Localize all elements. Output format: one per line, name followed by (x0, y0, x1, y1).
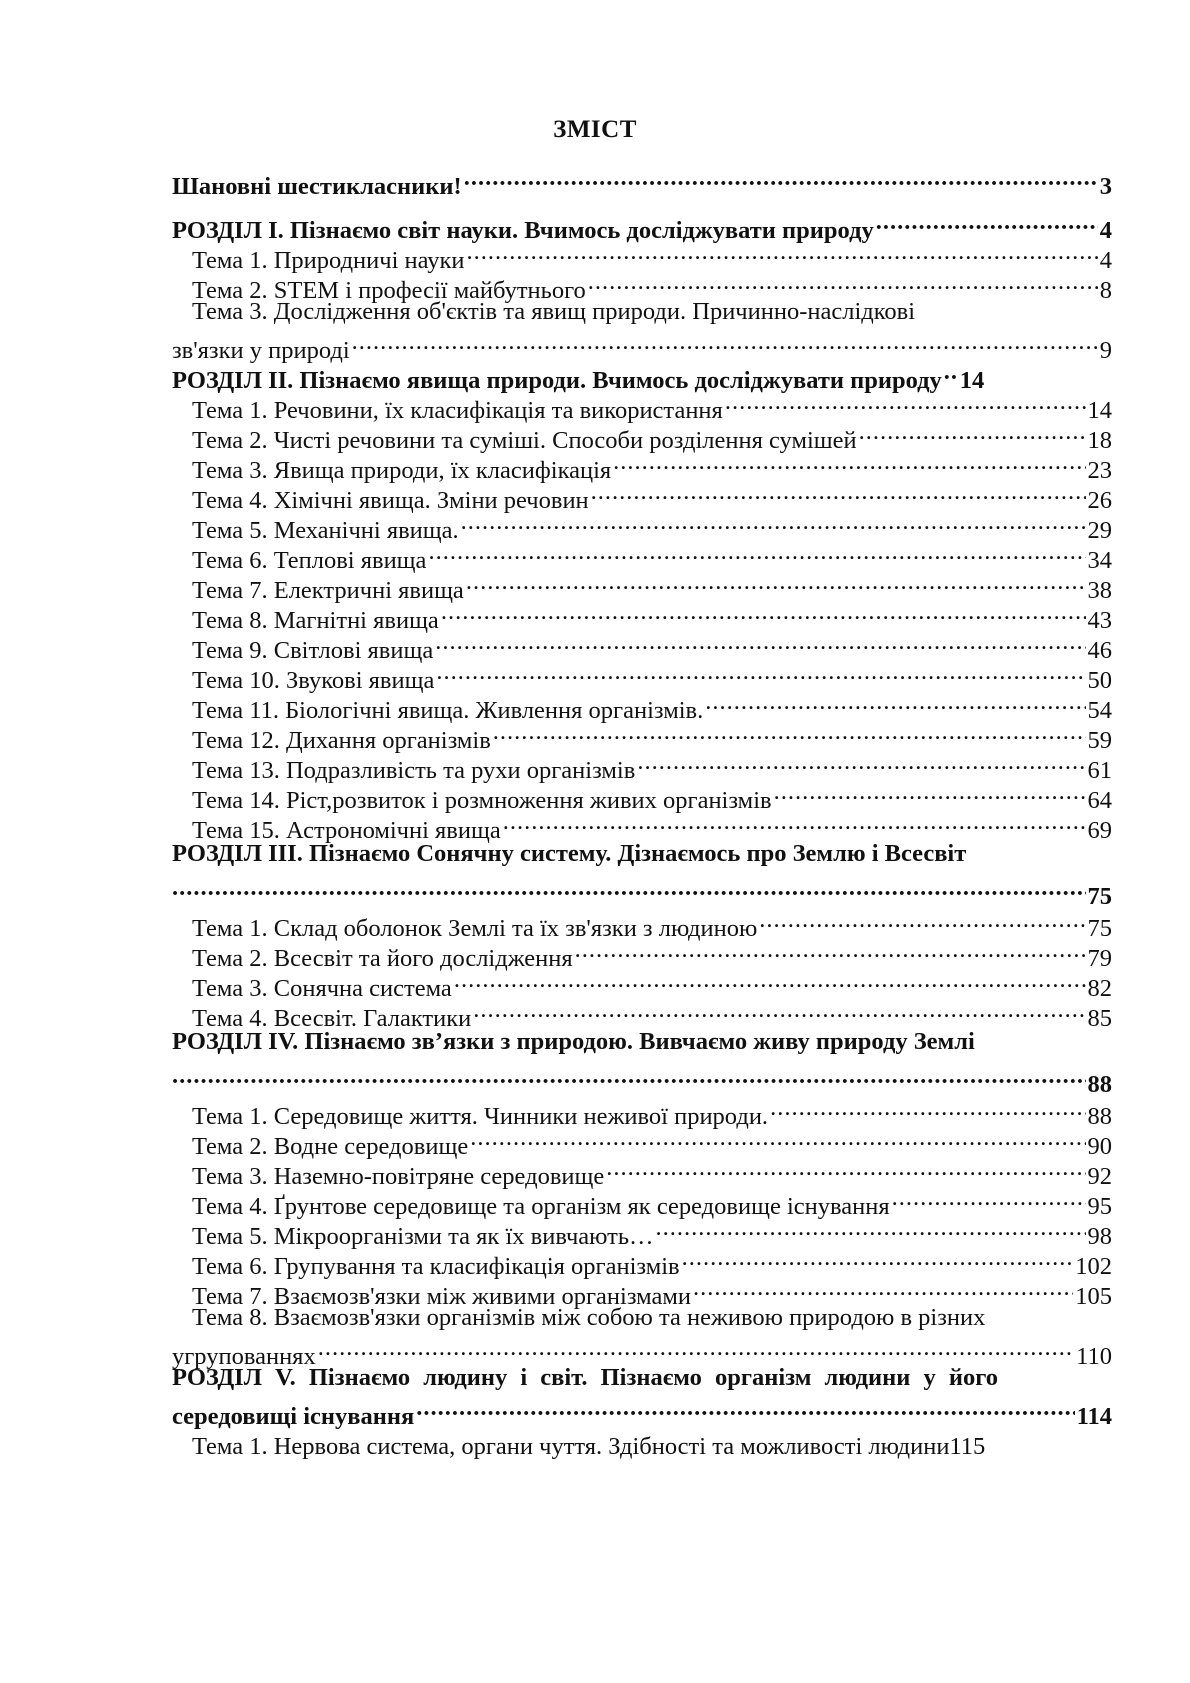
toc-topic-line1[interactable]: Тема 3. Дослідження об'єктів та явищ природи. Причинно-наслідкові (192, 298, 916, 325)
toc-topic[interactable] (172, 1152, 1112, 1190)
dot-leader (464, 162, 1098, 194)
toc-page-number: 75 (1087, 883, 1112, 910)
toc-page-number: 64 (1087, 787, 1112, 814)
dot-leader (172, 1060, 1086, 1092)
toc-topic[interactable] (172, 716, 1112, 754)
dot-leader (470, 1122, 1085, 1154)
dot-leader (441, 596, 1086, 628)
dot-leader (774, 776, 1086, 808)
toc-topic[interactable] (172, 776, 1112, 814)
toc-topic[interactable] (172, 536, 1112, 574)
toc-topic[interactable] (172, 626, 1112, 664)
dot-leader (473, 994, 1085, 1026)
dot-leader (503, 806, 1086, 838)
page-title: ЗМІСТ (553, 116, 637, 143)
dot-leader (693, 1272, 1073, 1304)
toc-section-4-line1[interactable]: РОЗДІЛ IV. Пізнаємо зв’язки з природою. Вивчаємо живу природу Землі (172, 1028, 975, 1055)
dot-leader (575, 934, 1086, 966)
dot-leader (172, 872, 1086, 904)
toc-topic[interactable] (172, 1272, 1112, 1310)
toc-page-number: 69 (1087, 817, 1112, 844)
toc-section-2[interactable] (172, 356, 1112, 394)
toc-page-number: 29 (1087, 517, 1112, 544)
toc-topic[interactable] (172, 1332, 1112, 1370)
toc-entry-text: Тема 2. STEM і професії майбутнього (192, 277, 586, 304)
toc-entry-text: середовищі існування (172, 1403, 415, 1430)
toc-page-number: 34 (1087, 547, 1112, 574)
toc-page-number: 46 (1087, 637, 1112, 664)
toc-topic[interactable] (172, 326, 1112, 364)
toc-page-number: 75 (1087, 915, 1112, 942)
toc-page-number: 54 (1087, 697, 1112, 724)
dot-leader (416, 1392, 1074, 1424)
toc-topic[interactable] (172, 934, 1112, 972)
toc-page-number: 38 (1087, 577, 1112, 604)
toc-entry-text: Тема 4. Ґрунтове середовище та організм як середовище існування (192, 1193, 890, 1220)
toc-entry-text: зв'язки у природі (172, 337, 350, 364)
dot-leader (588, 266, 1098, 298)
dot-leader (876, 206, 1098, 238)
toc-page-number: 14 (1087, 397, 1112, 424)
toc-page-number: 9 (1099, 337, 1112, 364)
toc-section-5[interactable] (172, 1392, 1112, 1430)
toc-page-number: 14 (959, 367, 985, 394)
toc-page-number: 110 (1076, 1343, 1112, 1370)
toc-section-3-line1[interactable]: РОЗДІЛ ІІІ. Пізнаємо Сонячну систему. Дізнаємось про Землю і Всесвіт (172, 840, 967, 867)
toc-page-number: 59 (1087, 727, 1112, 754)
toc-entry-text: Тема 10. Звукові явища (192, 667, 435, 694)
toc-entry-text: Тема 3. Сонячна система (192, 975, 452, 1002)
dot-leader (759, 904, 1085, 936)
toc-page-number: 90 (1087, 1133, 1112, 1160)
toc-entry-text: Шановні шестикласники! (172, 173, 462, 200)
toc-entry-text: Тема 2. Всесвіт та його дослідження (192, 945, 573, 972)
toc-entry-text: Тема 1. Нервова система, органи чуття. Здібності та можливості людини (192, 1433, 950, 1460)
toc-entry-text: Тема 1. Склад оболонок Землі та їх зв'язки з людиною (192, 915, 758, 942)
toc-entry-text: РОЗДІЛ ІІ. Пізнаємо явища природи. Вчимось досліджувати природу (172, 367, 942, 394)
toc-entry-text: Тема 2. Чисті речовини та суміші. Способи розділення сумішей (192, 427, 857, 454)
dot-leader (318, 1332, 1074, 1364)
toc-topic[interactable] (172, 1182, 1112, 1220)
toc-page-number: 50 (1087, 667, 1112, 694)
toc-page-number: 61 (1087, 757, 1112, 784)
dot-leader (613, 446, 1085, 478)
toc-entry-text: Тема 2. Водне середовище (192, 1133, 469, 1160)
toc-page-number: 98 (1087, 1223, 1112, 1250)
toc-entry-text: Тема 1. Речовини, їх класифікація та використання (192, 397, 723, 424)
toc-topic[interactable] (172, 1422, 1112, 1460)
dot-leader (461, 506, 1086, 538)
dot-leader (859, 416, 1086, 448)
dot-leader (656, 1212, 1086, 1244)
toc-topic[interactable] (172, 686, 1112, 724)
dot-leader (682, 1242, 1074, 1274)
toc-entry-text: Тема 4. Всесвіт. Галактики (192, 1005, 472, 1032)
toc-page-number: 88 (1087, 1071, 1112, 1098)
toc-entry-text: угрупованнях (172, 1343, 316, 1370)
toc-entry-text: Тема 7. Електричні явища (192, 577, 464, 604)
dot-leader (591, 476, 1086, 508)
toc-page-number: 18 (1087, 427, 1112, 454)
dot-leader (466, 566, 1086, 598)
toc-section-5-line1[interactable]: РОЗДІЛ V. Пізнаємо людину і світ. Пізнаємо організм людини у його (172, 1364, 998, 1391)
toc-topic-line1[interactable]: Тема 8. Взаємозв'язки організмів між собою та неживою природою в різних (192, 1304, 986, 1331)
dot-leader (352, 326, 1098, 358)
toc-topic[interactable] (172, 1212, 1112, 1250)
toc-page-number: 4 (1099, 247, 1112, 274)
toc-page-number: 26 (1087, 487, 1112, 514)
toc-page-number: 95 (1087, 1193, 1112, 1220)
toc-entry-text: Тема 15. Астрономічні явища (192, 817, 501, 844)
dot-leader (454, 964, 1086, 996)
toc-topic[interactable] (172, 596, 1112, 634)
toc-page-number: 102 (1075, 1253, 1112, 1280)
toc-page-number: 85 (1087, 1005, 1112, 1032)
toc-entry-intro[interactable] (172, 162, 1112, 200)
toc-topic[interactable] (172, 236, 1112, 274)
toc-page-number: 43 (1087, 607, 1112, 634)
dot-leader (428, 536, 1085, 568)
toc-entry-text: Тема 4. Хімічні явища. Зміни речовин (192, 487, 589, 514)
toc-page-number: 115 (949, 1433, 986, 1460)
dot-leader (637, 746, 1085, 778)
toc-page-number: 88 (1087, 1103, 1112, 1130)
dot-leader (606, 1152, 1085, 1184)
toc-section-3[interactable] (172, 872, 1112, 910)
toc-topic[interactable] (172, 386, 1112, 424)
toc-topic[interactable] (172, 746, 1112, 784)
toc-topic[interactable] (172, 964, 1112, 1002)
toc-topic[interactable] (172, 656, 1112, 694)
toc-page-number: 114 (1076, 1403, 1112, 1430)
toc-topic[interactable] (172, 1092, 1112, 1130)
toc-page-number: 3 (1099, 173, 1112, 200)
toc-page-number: 8 (1099, 277, 1112, 304)
toc-entry-text: Тема 6. Групування та класифікація організмів (192, 1253, 680, 1280)
toc-topic[interactable] (172, 476, 1112, 514)
toc-entry-text: Тема 8. Магнітні явища (192, 607, 439, 634)
dot-leader (436, 656, 1085, 688)
toc-topic[interactable] (172, 566, 1112, 604)
dot-leader (705, 686, 1085, 718)
toc-page-number: 105 (1075, 1283, 1112, 1310)
toc-entry-text: Тема 6. Теплові явища (192, 547, 427, 574)
toc-topic[interactable] (172, 266, 1112, 304)
dot-leader (770, 1092, 1085, 1124)
toc-topic[interactable] (172, 416, 1112, 454)
dot-leader (493, 716, 1086, 748)
toc-entry-text: Тема 1. Природничі науки (192, 247, 465, 274)
toc-page-number: 23 (1087, 457, 1112, 484)
dot-leader (467, 236, 1098, 268)
toc-topic[interactable] (172, 1122, 1112, 1160)
toc-topic[interactable] (172, 994, 1112, 1032)
toc-topic[interactable] (172, 1242, 1112, 1280)
toc-topic[interactable] (172, 904, 1112, 942)
toc-entry-text: Тема 14. Ріст,розвиток і розмноження живих організмів (192, 787, 772, 814)
toc-section-4[interactable] (172, 1060, 1112, 1098)
toc-page-number: 79 (1087, 945, 1112, 972)
dot-leader (725, 386, 1086, 418)
toc-entry-text: Тема 1. Середовище життя. Чинники неживої природи. (192, 1103, 769, 1130)
dot-leader (892, 1182, 1086, 1214)
toc-entry-text: Тема 7. Взаємозв'язки між живими організмами (192, 1283, 691, 1310)
dot-leader (944, 356, 958, 388)
toc-entry-text: РОЗДІЛ І. Пізнаємо світ науки. Вчимось досліджувати природу (172, 217, 874, 244)
toc-page-number: 92 (1087, 1163, 1112, 1190)
toc-entry-text: Тема 5. Механічні явища. (192, 517, 459, 544)
toc-entry-text: Тема 11. Біологічні явища. Живлення організмів. (192, 697, 704, 724)
toc-entry-text: Тема 12. Дихання організмів (192, 727, 491, 754)
toc-entry-text: Тема 5. Мікроорганізми та як їх вивчають… (192, 1223, 654, 1250)
toc-entry-text: Тема 13. Подразливість та рухи організмів (192, 757, 636, 784)
toc-topic[interactable] (172, 506, 1112, 544)
dot-leader (435, 626, 1085, 658)
toc-entry-text: Тема 3. Наземно-повітряне середовище (192, 1163, 605, 1190)
toc-page-number: 4 (1099, 217, 1112, 244)
toc-topic[interactable] (172, 806, 1112, 844)
toc-topic[interactable] (172, 446, 1112, 484)
toc-entry-text: Тема 9. Світлові явища (192, 637, 434, 664)
toc-page-number: 82 (1087, 975, 1112, 1002)
toc-entry-text: Тема 3. Явища природи, їх класифікація (192, 457, 612, 484)
toc-section-1[interactable] (172, 206, 1112, 244)
